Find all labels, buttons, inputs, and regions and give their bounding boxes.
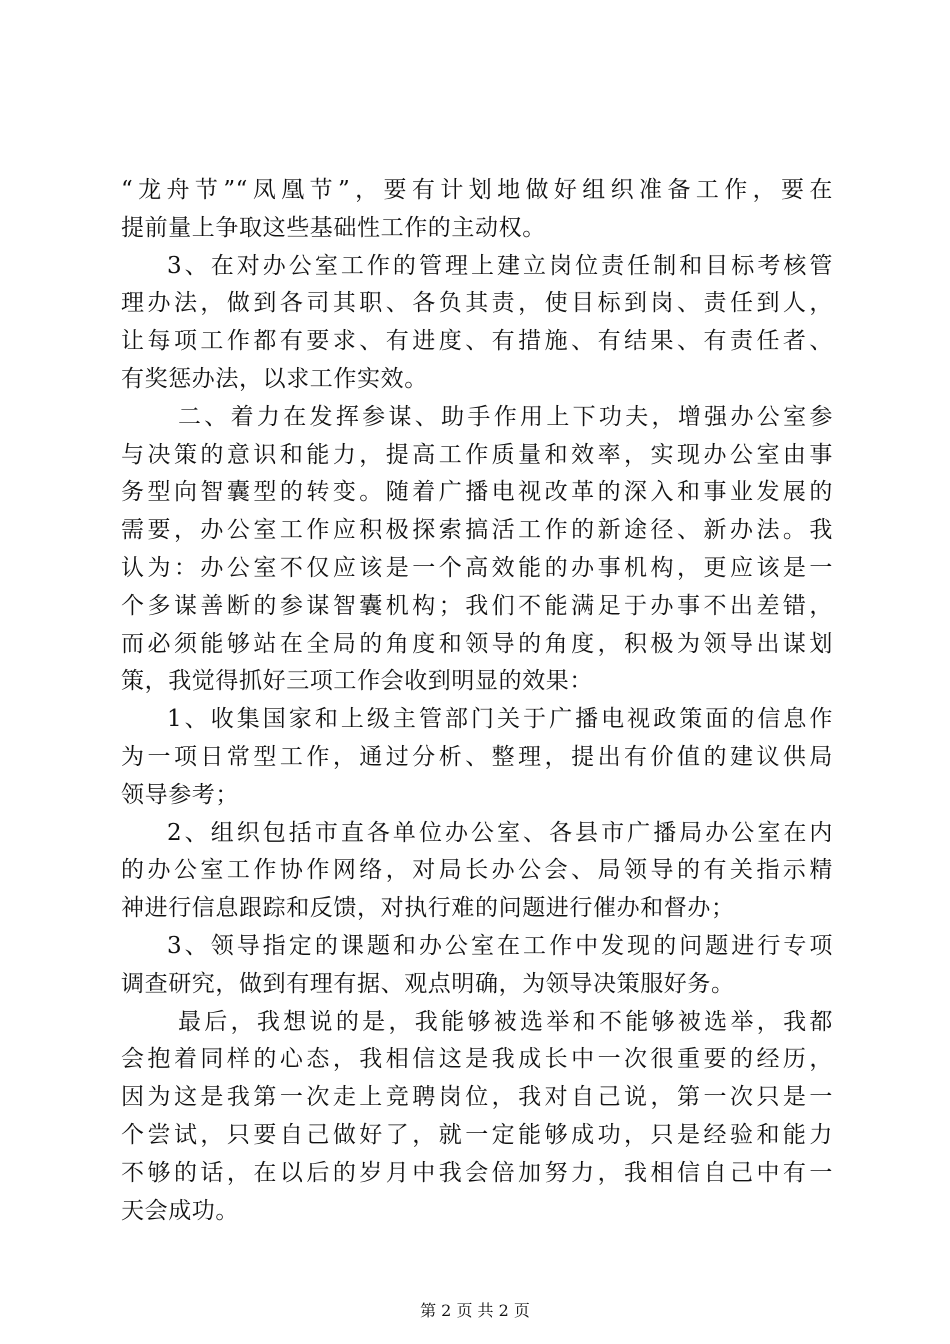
text-line: 不够的话，在以后的岁月中我会倍加努力，我相信自己中有一	[121, 1159, 833, 1186]
text-line: 个多谋善断的参谋智囊机构；我们不能满足于办事不出差错，	[121, 592, 833, 619]
text-line: 有奖惩办法，以求工作实效。	[121, 365, 428, 392]
document-body	[121, 172, 833, 1230]
text-line: 1、收集国家和上级主管部门关于广播电视政策面的信息作	[167, 706, 833, 733]
text-line: 调查研究，做到有理有据、观点明确，为领导决策服好务。	[121, 970, 735, 997]
text-line: 神进行信息跟踪和反馈，对执行难的问题进行催办和督办；	[121, 895, 735, 922]
text-line: 务型向智囊型的转变。随着广播电视改革的深入和事业发展的	[121, 479, 833, 506]
text-line: 而必须能够站在全局的角度和领导的角度，积极为领导出谋划	[121, 630, 833, 657]
text-line: 3、领导指定的课题和办公室在工作中发现的问题进行专项	[167, 932, 833, 959]
text-line: 提前量上争取这些基础性工作的主动权。	[121, 214, 546, 241]
text-line: 理办法，做到各司其职、各负其责，使目标到岗、责任到人，	[121, 290, 833, 317]
text-line: 让每项工作都有要求、有进度、有措施、有结果、有责任者、	[121, 328, 833, 355]
text-line: 需要，办公室工作应积极探索搞活工作的新途径、新办法。我	[121, 517, 833, 544]
text-line: 二、着力在发挥参谋、助手作用上下功夫，增强办公室参	[178, 403, 833, 430]
text-line: 与决策的意识和能力，提高工作质量和效率，实现办公室由事	[121, 441, 833, 468]
text-line: 策，我觉得抓好三项工作会收到明显的效果：	[121, 668, 593, 695]
text-line: 因为这是我第一次走上竞聘岗位，我对自己说，第一次只是一	[121, 1084, 833, 1111]
text-line: 的办公室工作协作网络，对局长办公会、局领导的有关指示精	[121, 857, 833, 884]
text-line: 认为：办公室不仅应该是一个高效能的办事机构，更应该是一	[121, 554, 833, 581]
text-line: 个尝试，只要自己做好了，就一定能够成功，只是经验和能力	[121, 1121, 833, 1148]
text-line: 天会成功。	[121, 1197, 239, 1224]
text-line: 最后，我想说的是，我能够被选举和不能够被选举，我都	[178, 1008, 833, 1035]
text-line: 3、在对办公室工作的管理上建立岗位责任制和目标考核管	[167, 252, 833, 279]
text-line: 2、组织包括市直各单位办公室、各县市广播局办公室在内	[167, 819, 833, 846]
text-line: 领导参考；	[121, 781, 239, 808]
text-line: 会抱着同样的心态，我相信这是我成长中一次很重要的经历，	[121, 1046, 833, 1073]
page-footer: 第 2 页 共 2 页	[420, 1301, 530, 1320]
text-line: 为一项日常型工作，通过分析、整理，提出有价值的建议供局	[121, 743, 833, 770]
text-line: “龙舟节”“凤凰节”，要有计划地做好组织准备工作，要在	[121, 177, 833, 203]
